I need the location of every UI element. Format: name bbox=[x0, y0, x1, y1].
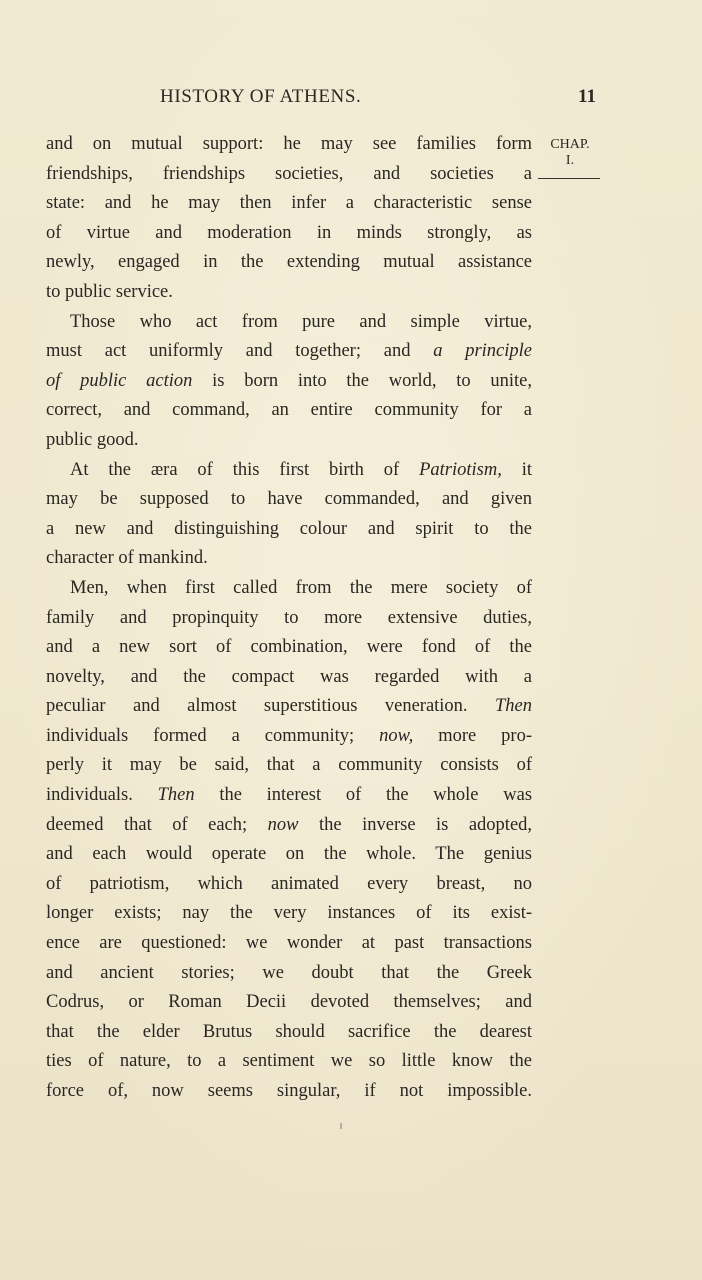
print-mark bbox=[340, 1123, 342, 1129]
text-line: public good. bbox=[46, 429, 139, 450]
text-line bbox=[46, 781, 532, 811]
italic-phrase: Then bbox=[157, 785, 195, 806]
text-span: peculiar and almost superstitious veneration. bbox=[46, 696, 468, 717]
page-header bbox=[0, 86, 702, 112]
text-span: individuals. bbox=[46, 785, 133, 806]
text-line: state: and he may then infer a characteristic sense bbox=[46, 193, 532, 214]
page-number: 11 bbox=[578, 86, 596, 107]
text-line: and a new sort of combination, were fond of the bbox=[46, 637, 532, 658]
text-line: family and propinquity to more extensive duties, bbox=[46, 607, 532, 628]
chapter-rule bbox=[538, 178, 600, 179]
text-line bbox=[46, 456, 532, 486]
text-line: ence are questioned: we wonder at past transactions bbox=[46, 933, 532, 954]
italic-phrase: a principle bbox=[433, 341, 532, 362]
text-line: Codrus, or Roman Decii devoted themselves; and bbox=[46, 992, 532, 1013]
text-line: that the elder Brutus should sacrifice the dearest bbox=[46, 1021, 532, 1042]
text-line: novelty, and the compact was regarded with a bbox=[46, 666, 532, 687]
text-line: longer exists; nay the very instances of its exist- bbox=[46, 903, 532, 924]
text-line: correct, and command, an entire community for a bbox=[46, 400, 532, 421]
text-line: perly it may be said, that a community consists of bbox=[46, 755, 532, 776]
running-title: HISTORY OF ATHENS. bbox=[160, 86, 362, 107]
text-line: Those who act from pure and simple virtue, bbox=[70, 311, 532, 332]
text-line: and each would operate on the whole. The genius bbox=[46, 844, 532, 865]
body-text bbox=[46, 130, 532, 1107]
text-line: ties of nature, to a sentiment we so little know the bbox=[46, 1051, 532, 1072]
text-line bbox=[46, 367, 532, 397]
text-line: may be supposed to have commanded, and given bbox=[46, 489, 532, 510]
chapter-number: I. bbox=[565, 153, 575, 168]
italic-phrase: Patriotism, bbox=[419, 459, 502, 480]
text-line bbox=[46, 722, 532, 752]
italic-phrase: now bbox=[267, 814, 299, 835]
text-line bbox=[46, 692, 532, 722]
text-span: individuals formed a community; bbox=[46, 725, 355, 746]
text-span: deemed that of each; bbox=[46, 814, 248, 835]
text-span: the interest of the whole was bbox=[219, 785, 532, 806]
text-line: character of mankind. bbox=[46, 548, 208, 569]
text-line: newly, engaged in the extending mutual assistance bbox=[46, 252, 532, 273]
text-line: and ancient stories; we doubt that the Greek bbox=[46, 962, 532, 983]
text-line: of virtue and moderation in minds strongly, as bbox=[46, 222, 532, 243]
chapter-margin-note bbox=[540, 137, 600, 179]
text-line: of patriotism, which animated every breast, no bbox=[46, 873, 532, 894]
text-line: and on mutual support: he may see families form bbox=[46, 134, 532, 154]
chapter-label: CHAP. bbox=[550, 137, 590, 152]
text-line: friendships, friendships societies, and societies a bbox=[46, 163, 532, 184]
text-span: the inverse is adopted, bbox=[319, 814, 532, 835]
text-span: it bbox=[521, 459, 532, 480]
italic-phrase: of public action bbox=[46, 370, 193, 391]
text-span: is born into the world, to unite, bbox=[212, 370, 532, 391]
italic-phrase: now, bbox=[379, 725, 414, 746]
text-span: must act uniformly and together; and bbox=[46, 341, 411, 362]
text-line: force of, now seems singular, if not impossible. bbox=[46, 1081, 532, 1101]
text-span: more pro- bbox=[438, 725, 532, 746]
italic-phrase: Then bbox=[495, 696, 532, 717]
text-span: At the æra of this first birth of bbox=[70, 459, 400, 480]
text-line: a new and distinguishing colour and spirit to the bbox=[46, 518, 532, 539]
text-line bbox=[46, 337, 532, 367]
text-line: to public service. bbox=[46, 281, 173, 302]
text-line: Men, when first called from the mere society of bbox=[70, 577, 532, 598]
text-line bbox=[46, 811, 532, 841]
